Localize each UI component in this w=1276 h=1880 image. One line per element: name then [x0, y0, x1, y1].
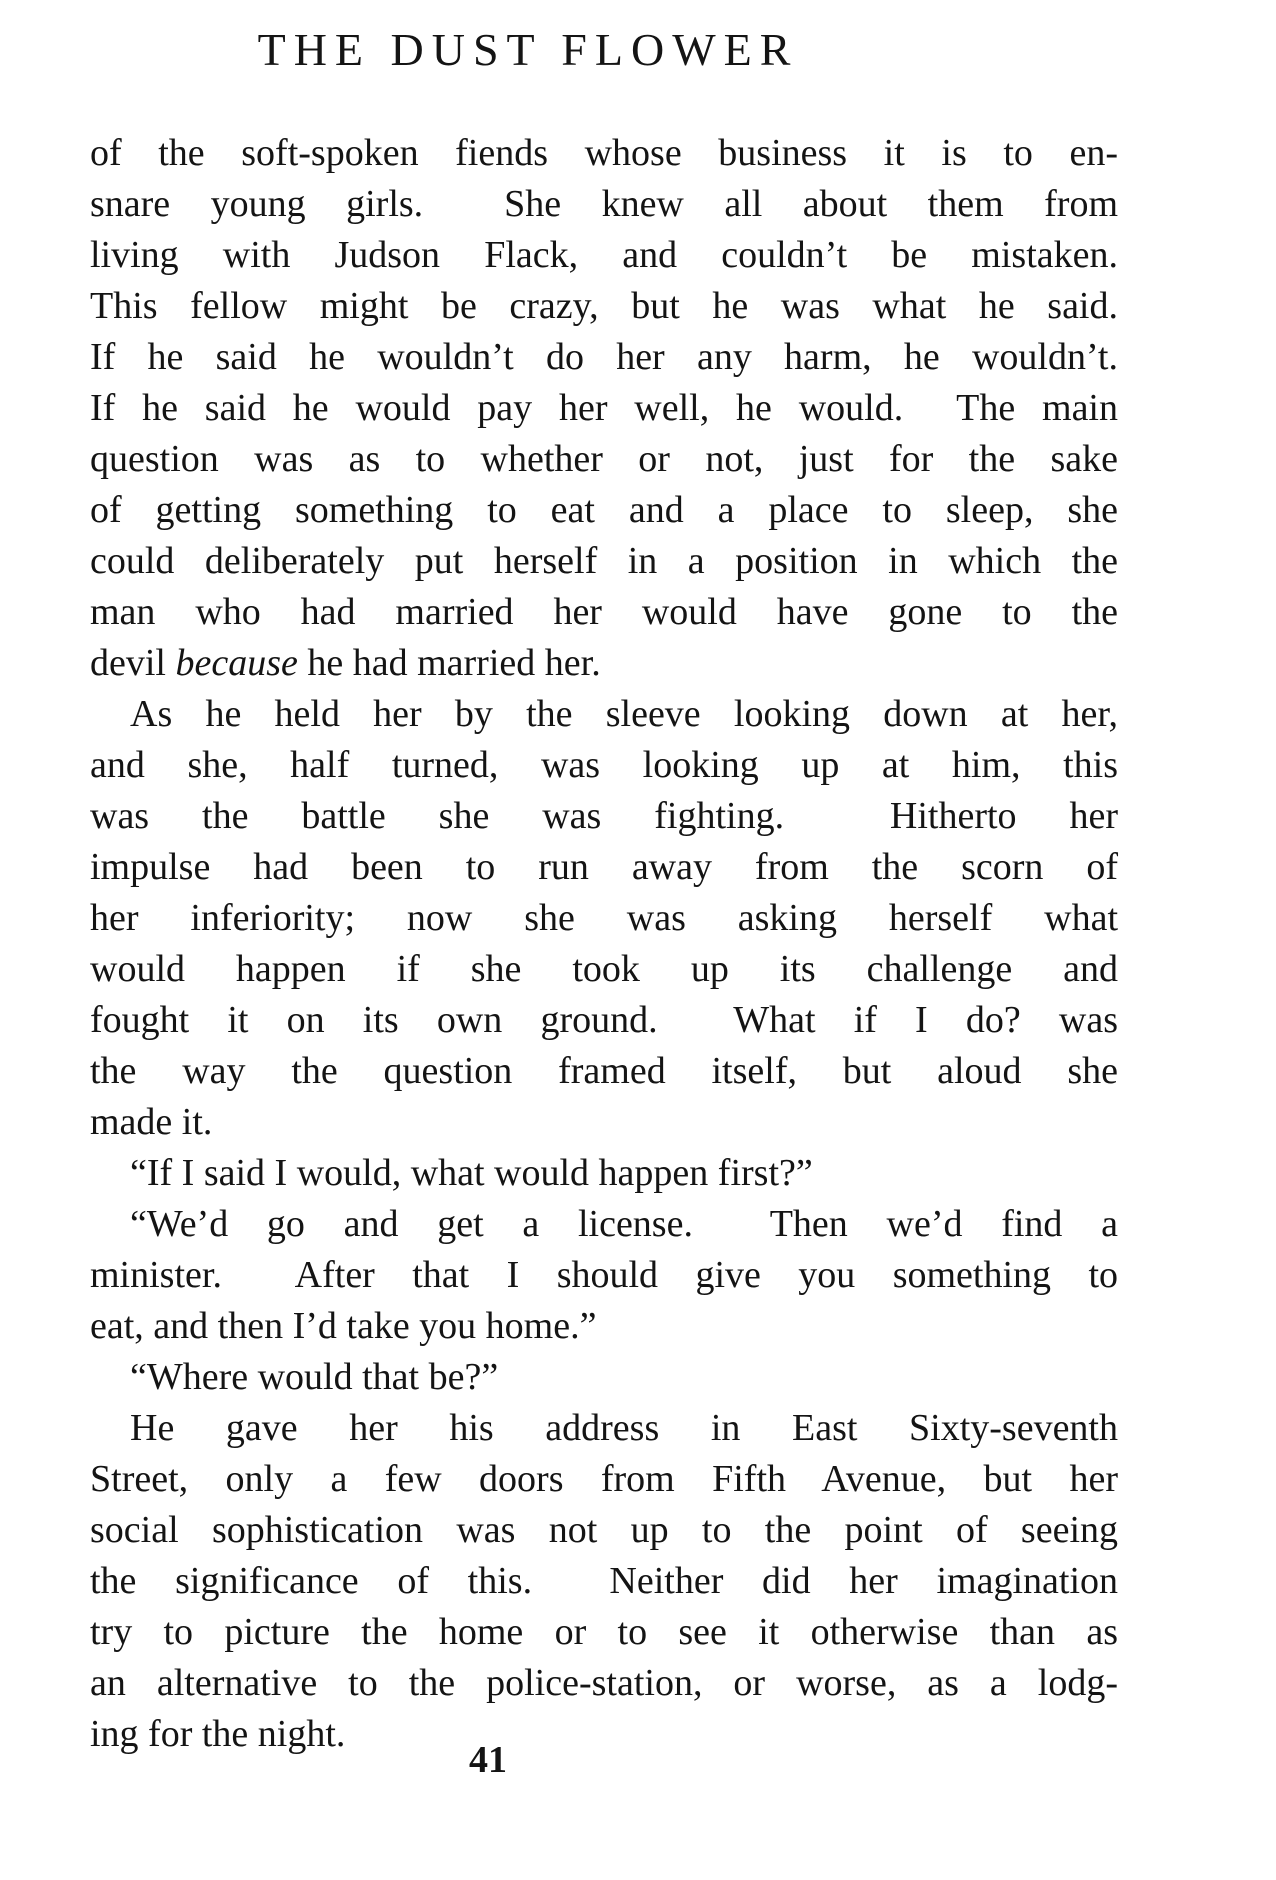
text-line: [90, 434, 1118, 485]
line-text: was the battle she was fighting. Hitherto her: [90, 795, 1118, 837]
line-text: devil: [90, 642, 176, 684]
paragraph: [90, 1199, 1118, 1352]
line-text: impulse had been to run away from the scorn of: [90, 846, 1118, 888]
text-line: [90, 587, 1118, 638]
text-line: [90, 638, 1118, 689]
line-text: ing for the night.: [90, 1713, 346, 1755]
text-line: [90, 281, 1118, 332]
running-head: THE DUST FLOWER: [257, 24, 799, 75]
text-line: [90, 128, 1118, 179]
line-text: If he said he wouldn’t do her any harm, he wouldn’t.: [90, 336, 1118, 378]
line-text: “Where would that be?”: [130, 1356, 499, 1398]
text-line: [90, 1097, 1118, 1148]
text-line: [90, 1658, 1118, 1709]
page-number: 41: [469, 1739, 507, 1781]
line-text: “If I said I would, what would happen first?”: [130, 1152, 813, 1194]
line-text: try to picture the home or to see it otherwise than as: [90, 1611, 1118, 1653]
text-line: [90, 1301, 1118, 1352]
line-text: and she, half turned, was looking up at him, this: [90, 744, 1118, 786]
text-line: [90, 1046, 1118, 1097]
paragraph: [90, 1148, 1118, 1199]
text-line: [90, 383, 1118, 434]
line-text: her inferiority; now she was asking herself what: [90, 897, 1118, 939]
text-line: [90, 791, 1118, 842]
line-text: snare young girls. She knew all about them from: [90, 183, 1118, 225]
text-line: [90, 995, 1118, 1046]
text-line: [90, 944, 1118, 995]
line-text: He gave her his address in East Sixty-seventh: [130, 1407, 1118, 1449]
text-line: [90, 485, 1118, 536]
text-line: [90, 893, 1118, 944]
body-text: [90, 128, 1118, 1760]
line-text: minister. After that I should give you something to: [90, 1254, 1118, 1296]
text-line: [90, 1607, 1118, 1658]
line-text: As he held her by the sleeve looking down at her,: [130, 693, 1118, 735]
line-text: question was as to whether or not, just for the sake: [90, 438, 1118, 480]
paragraph: [90, 689, 1118, 1148]
line-text: If he said he would pay her well, he would. The main: [90, 387, 1118, 429]
text-line: [90, 1250, 1118, 1301]
line-text: of getting something to eat and a place to sleep, she: [90, 489, 1118, 531]
line-text: man who had married her would have gone to the: [90, 591, 1118, 633]
line-text: could deliberately put herself in a position in which the: [90, 540, 1118, 582]
line-text: he had married her.: [297, 642, 601, 684]
line-text: social sophistication was not up to the point of seeing: [90, 1509, 1118, 1551]
text-line: [90, 536, 1118, 587]
italic-text: because: [175, 642, 298, 684]
paragraph: [90, 128, 1118, 689]
text-line: [90, 1556, 1118, 1607]
line-text: “We’d go and get a license. Then we’d find a: [130, 1203, 1118, 1245]
text-line: [90, 1454, 1118, 1505]
line-text: the way the question framed itself, but aloud she: [90, 1050, 1118, 1092]
line-text: eat, and then I’d take you home.”: [90, 1305, 597, 1347]
line-text: the significance of this. Neither did her imagination: [90, 1560, 1118, 1602]
text-line: [90, 230, 1118, 281]
line-text: an alternative to the police-station, or worse, as a lodg-: [90, 1662, 1118, 1704]
paragraph: [90, 1352, 1118, 1403]
line-text: fought it on its own ground. What if I do? was: [90, 999, 1118, 1041]
text-line: [90, 179, 1118, 230]
text-line: [90, 1148, 1118, 1199]
text-line: [90, 689, 1118, 740]
text-line: [90, 842, 1118, 893]
line-text: of the soft-spoken fiends whose business it is to en-: [90, 132, 1118, 174]
text-line: [90, 1403, 1118, 1454]
line-text: living with Judson Flack, and couldn’t be mistaken.: [90, 234, 1118, 276]
line-text: Street, only a few doors from Fifth Avenue, but her: [90, 1458, 1118, 1500]
text-line: [90, 332, 1118, 383]
paragraph: [90, 1403, 1118, 1760]
text-line: [90, 740, 1118, 791]
text-line: [90, 1352, 1118, 1403]
line-text: This fellow might be crazy, but he was what he said.: [90, 285, 1118, 327]
text-line: [90, 1199, 1118, 1250]
line-text: made it.: [90, 1101, 213, 1143]
line-text: would happen if she took up its challenge and: [90, 948, 1118, 990]
text-line: [90, 1505, 1118, 1556]
